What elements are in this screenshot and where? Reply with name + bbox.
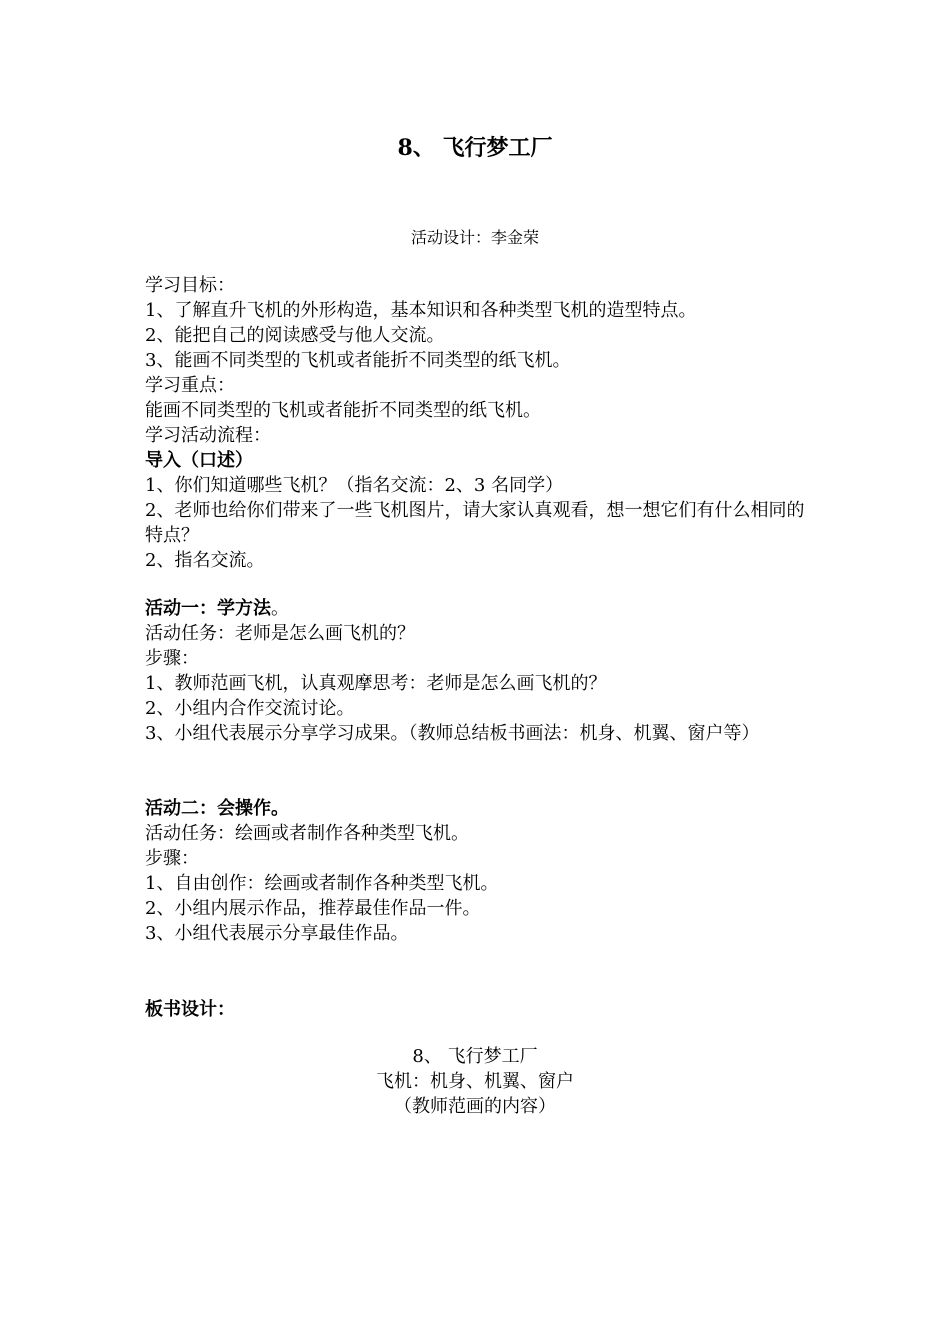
activity-one-task: 活动任务：老师是怎么画飞机的？ (145, 623, 415, 644)
intro-item: 2、指名交流。 (145, 550, 265, 571)
activity-two-section (145, 796, 810, 946)
activity-one-heading-text: 活动一：学方法 (145, 598, 271, 619)
board-content (0, 1044, 950, 1119)
activity-one-heading (145, 596, 810, 621)
activity-one-section (145, 596, 810, 746)
activity-two-step: 1、自由创作：绘画或者制作各种类型飞机。 (145, 873, 499, 894)
focus-text: 能画不同类型的飞机或者能折不同类型的纸飞机。 (145, 400, 541, 421)
activity-one-step: 2、小组内合作交流讨论。 (145, 698, 355, 719)
goals-section (145, 273, 810, 573)
activity-two-heading: 活动二：会操作。 (145, 798, 289, 819)
document-title: 8、 飞行梦工厂 (397, 135, 553, 161)
activity-two-task: 活动任务：绘画或者制作各种类型飞机。 (145, 823, 469, 844)
goal-item: 2、能把自己的阅读感受与他人交流。 (145, 325, 445, 346)
board-line: （教师范画的内容） (394, 1096, 556, 1117)
intro-item: 2、老师也给你们带来了一些飞机图片，请大家认真观看，想一想它们有什么相同的特点？ (145, 500, 805, 546)
board-line: 飞机：机身、机翼、窗户 (376, 1071, 574, 1092)
intro-item: 1、你们知道哪些飞机？（指名交流：2、3 名同学） (145, 475, 564, 496)
intro-heading: 导入（口述） (145, 450, 253, 471)
activity-one-step: 3、小组代表展示分享学习成果。（教师总结板书画法：机身、机翼、窗户等） (145, 723, 760, 744)
flow-heading: 学习活动流程： (145, 425, 271, 446)
board-line: 8、 飞行梦工厂 (412, 1046, 538, 1067)
activity-one-step: 1、教师范画飞机，认真观摩思考：老师是怎么画飞机的？ (145, 673, 607, 694)
activity-one-heading-tail: 。 (271, 598, 289, 619)
board-heading: 板书设计： (145, 999, 235, 1020)
board-section (145, 997, 810, 1022)
designer-credit: 活动设计：李金荣 (410, 228, 539, 247)
activity-two-step: 3、小组代表展示分享最佳作品。 (145, 923, 409, 944)
focus-heading: 学习重点： (145, 375, 235, 396)
goal-item: 1、了解直升飞机的外形构造，基本知识和各种类型飞机的造型特点。 (145, 300, 697, 321)
activity-two-steps-label: 步骤： (145, 848, 199, 869)
goal-item: 3、能画不同类型的飞机或者能折不同类型的纸飞机。 (145, 350, 571, 371)
activity-two-step: 2、小组内展示作品，推荐最佳作品一件。 (145, 898, 481, 919)
goals-heading: 学习目标： (145, 275, 235, 296)
activity-one-steps-label: 步骤： (145, 648, 199, 669)
